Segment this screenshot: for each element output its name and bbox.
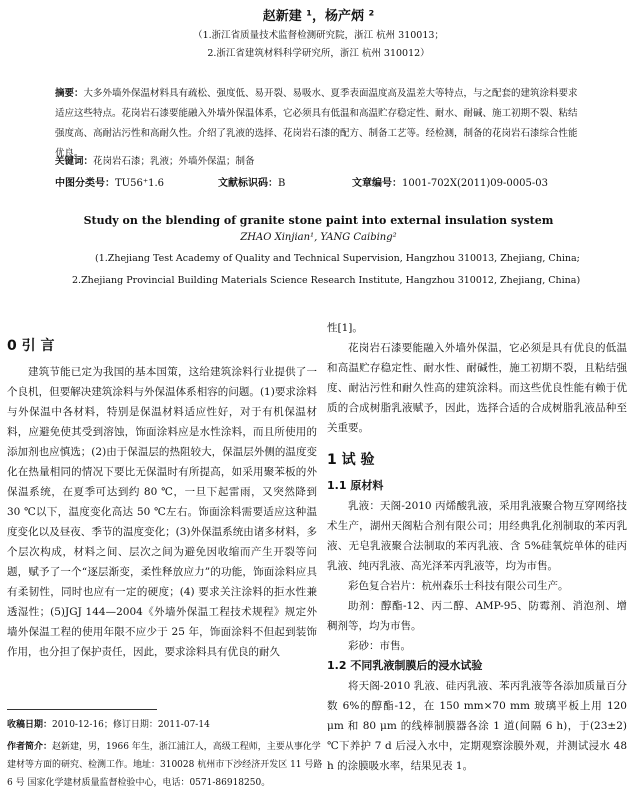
section-heading-experiment: 1 试 验 <box>327 452 375 468</box>
article-number: 文章编号：1001-702X(2011)09-0005-03 <box>352 178 548 189</box>
english-title: Study on the blending of granite stone paint into external insulation system <box>83 214 554 227</box>
english-affiliation-1: (1.Zhejiang Test Academy of Quality and Technical Supervision, Hangzhou 310013, Zhejiang, China; <box>95 253 580 264</box>
english-authors: ZHAO Xinjian¹, YANG Caibing² <box>240 232 397 243</box>
materials-emulsion: 乳液：天阁-2010 丙烯酸乳液，采用乳液聚合物互穿网络技术生产，湖州天阁粘合剂有限公司；用经典乳化剂制取的苯丙乳液、无皂乳液聚合法制取的苯丙乳液、含 5%硅氧烷单体的硅丙乳液、纯丙乳液、高光泽苯丙乳液等，均为市售。 <box>327 500 627 572</box>
abstract-label: 摘要： <box>55 88 84 99</box>
english-affiliation-2: 2.Zhejiang Provincial Building Materials Science Research Institute, Hangzhou 310012, Zhejiang, China) <box>72 275 581 286</box>
continuation-text: 性[1]。 <box>327 322 363 334</box>
right-column <box>327 318 627 776</box>
materials-rock-chips: 彩色复合岩片：杭州森乐士科技有限公司生产。 <box>348 580 569 592</box>
subsection-heading-materials: 1.1 原材料 <box>327 479 384 492</box>
keywords-text: 花岗岩石漆；乳液；外墙外保温；制备 <box>93 156 255 167</box>
clc-number: 中图分类号：TU56⁺1.6 <box>55 178 165 189</box>
doc-code: 文献标识码：B <box>218 178 286 189</box>
author-line: 赵新建 ¹，杨产炳 ² <box>262 9 375 24</box>
affiliation-1: （1.浙江省质量技术监督检测研究院，浙江 杭州 310013； <box>193 30 444 41</box>
section-heading-introduction: 0 引 言 <box>7 338 55 354</box>
paragraph-1: 花岗岩石漆要能融入外墙外保温，它必须是具有优良的低温和高温贮存稳定性、耐水性、耐碱性，施工初期不裂，且粘结强度、耐沾污性和耐久性高的建筑涂料。而这些优良性能有赖于优质的合成树脂乳液赋予，因此，选择合适的合成树脂乳液品种至关重要。 <box>327 342 627 434</box>
immersion-test-paragraph: 将天阁-2010 乳液、硅丙乳液、苯丙乳液等各添加质量百分数 6%的醇酯-12，在 150 mm×70 mm 玻璃平板上用 120 μm 和 80 μm 的线棒制膜器各涂 1 道(间隔 6 h)，于(23±2) ℃下养护 7 d 后浸入水中，定期观察涂膜外观，并测试浸水 48 h 的涂膜吸水率，结果见表 1。 <box>327 680 627 772</box>
materials-sand: 彩砂：市售。 <box>348 640 411 652</box>
subsection-heading-immersion-test: 1.2 不同乳液制膜后的浸水试验 <box>327 659 483 672</box>
materials-additives: 助剂：醇酯-12、丙二醇、AMP-95、防霉剂、消泡剂、增稠剂等，均为市售。 <box>327 600 627 632</box>
footnote-rule <box>7 709 157 710</box>
footnote-author: 作者简介：赵新建，男，1966 年生，浙江浦江人，高级工程师，主要从事化学建材等方面的研究、检测工作。地址：310028 杭州市下沙经济开发区 11 号路 6 号 国家化学建材质量监督检验中心，电话：0571-86918250。 <box>7 742 323 788</box>
left-column <box>7 336 317 662</box>
keywords-label: 关键词： <box>55 156 94 167</box>
footnote-dates: 收稿日期：2010-12-16；修订日期：2011-07-14 <box>7 720 210 730</box>
abstract-text: 大多外墙外保温材料具有疏松、强度低、易开裂、易吸水、夏季表面温度高及温差大等特点，与之配套的建筑涂料要求适应这些特点。花岗岩石漆要能融入外墙外保温体系，它必须具有低温和高温贮存稳定性、耐水、耐碱、施工初期不裂、粘结强度高、高耐沾污性和高耐久性。介绍了乳液的选择、花岗岩石漆的配方、制备工艺等。经检测，制备的花岗岩石漆综合性能优良。 <box>55 88 578 159</box>
intro-paragraph: 建筑节能已定为我国的基本国策，这给建筑涂料行业提供了一个良机，但要解决建筑涂料与外保温体系相容的问题。(1)要求涂料与外保温中各材料，特别是保温材料适应性好，对于有机保温材料，应避免使其受到溶蚀，饰面涂料应是水性涂料，而且所使用的添加剂也应慎选；(2)由于保温层的热阻较大，保温层外侧的温度变化在热量相同的情况下要比无保温时有所提高，如采用聚苯板的外保温系统，在夏季可达到约 80 ℃，一旦下起雷雨，又突然降到 30 ℃以下，温度变化高达 50 ℃左右。饰面涂料需要适应这种温度变化以及昼夜、季节的温度变化；(3)外保温系统由诸多材料，多个层次构成，材料之间、层次之间为避免因收缩而产生开裂等问题，赋予了一个“逐层渐变，柔性释放应力”的功能，饰面涂料应具有柔韧性，同时也应有一定的硬度；(4) 要求关注涂料的拒水性兼透湿性；(5)JGJ 144—2004《外墙外保温工程技术规程》规定外墙外保温工程的使用年限不应少于 25 年，饰面涂料不但起到装饰作用，也分担了保护责任，因此，要求涂料具有优良的耐久 <box>7 366 317 658</box>
keywords <box>55 152 585 172</box>
affiliation-2: 2.浙江省建筑材料科学研究所，浙江 杭州 310012） <box>207 48 430 59</box>
